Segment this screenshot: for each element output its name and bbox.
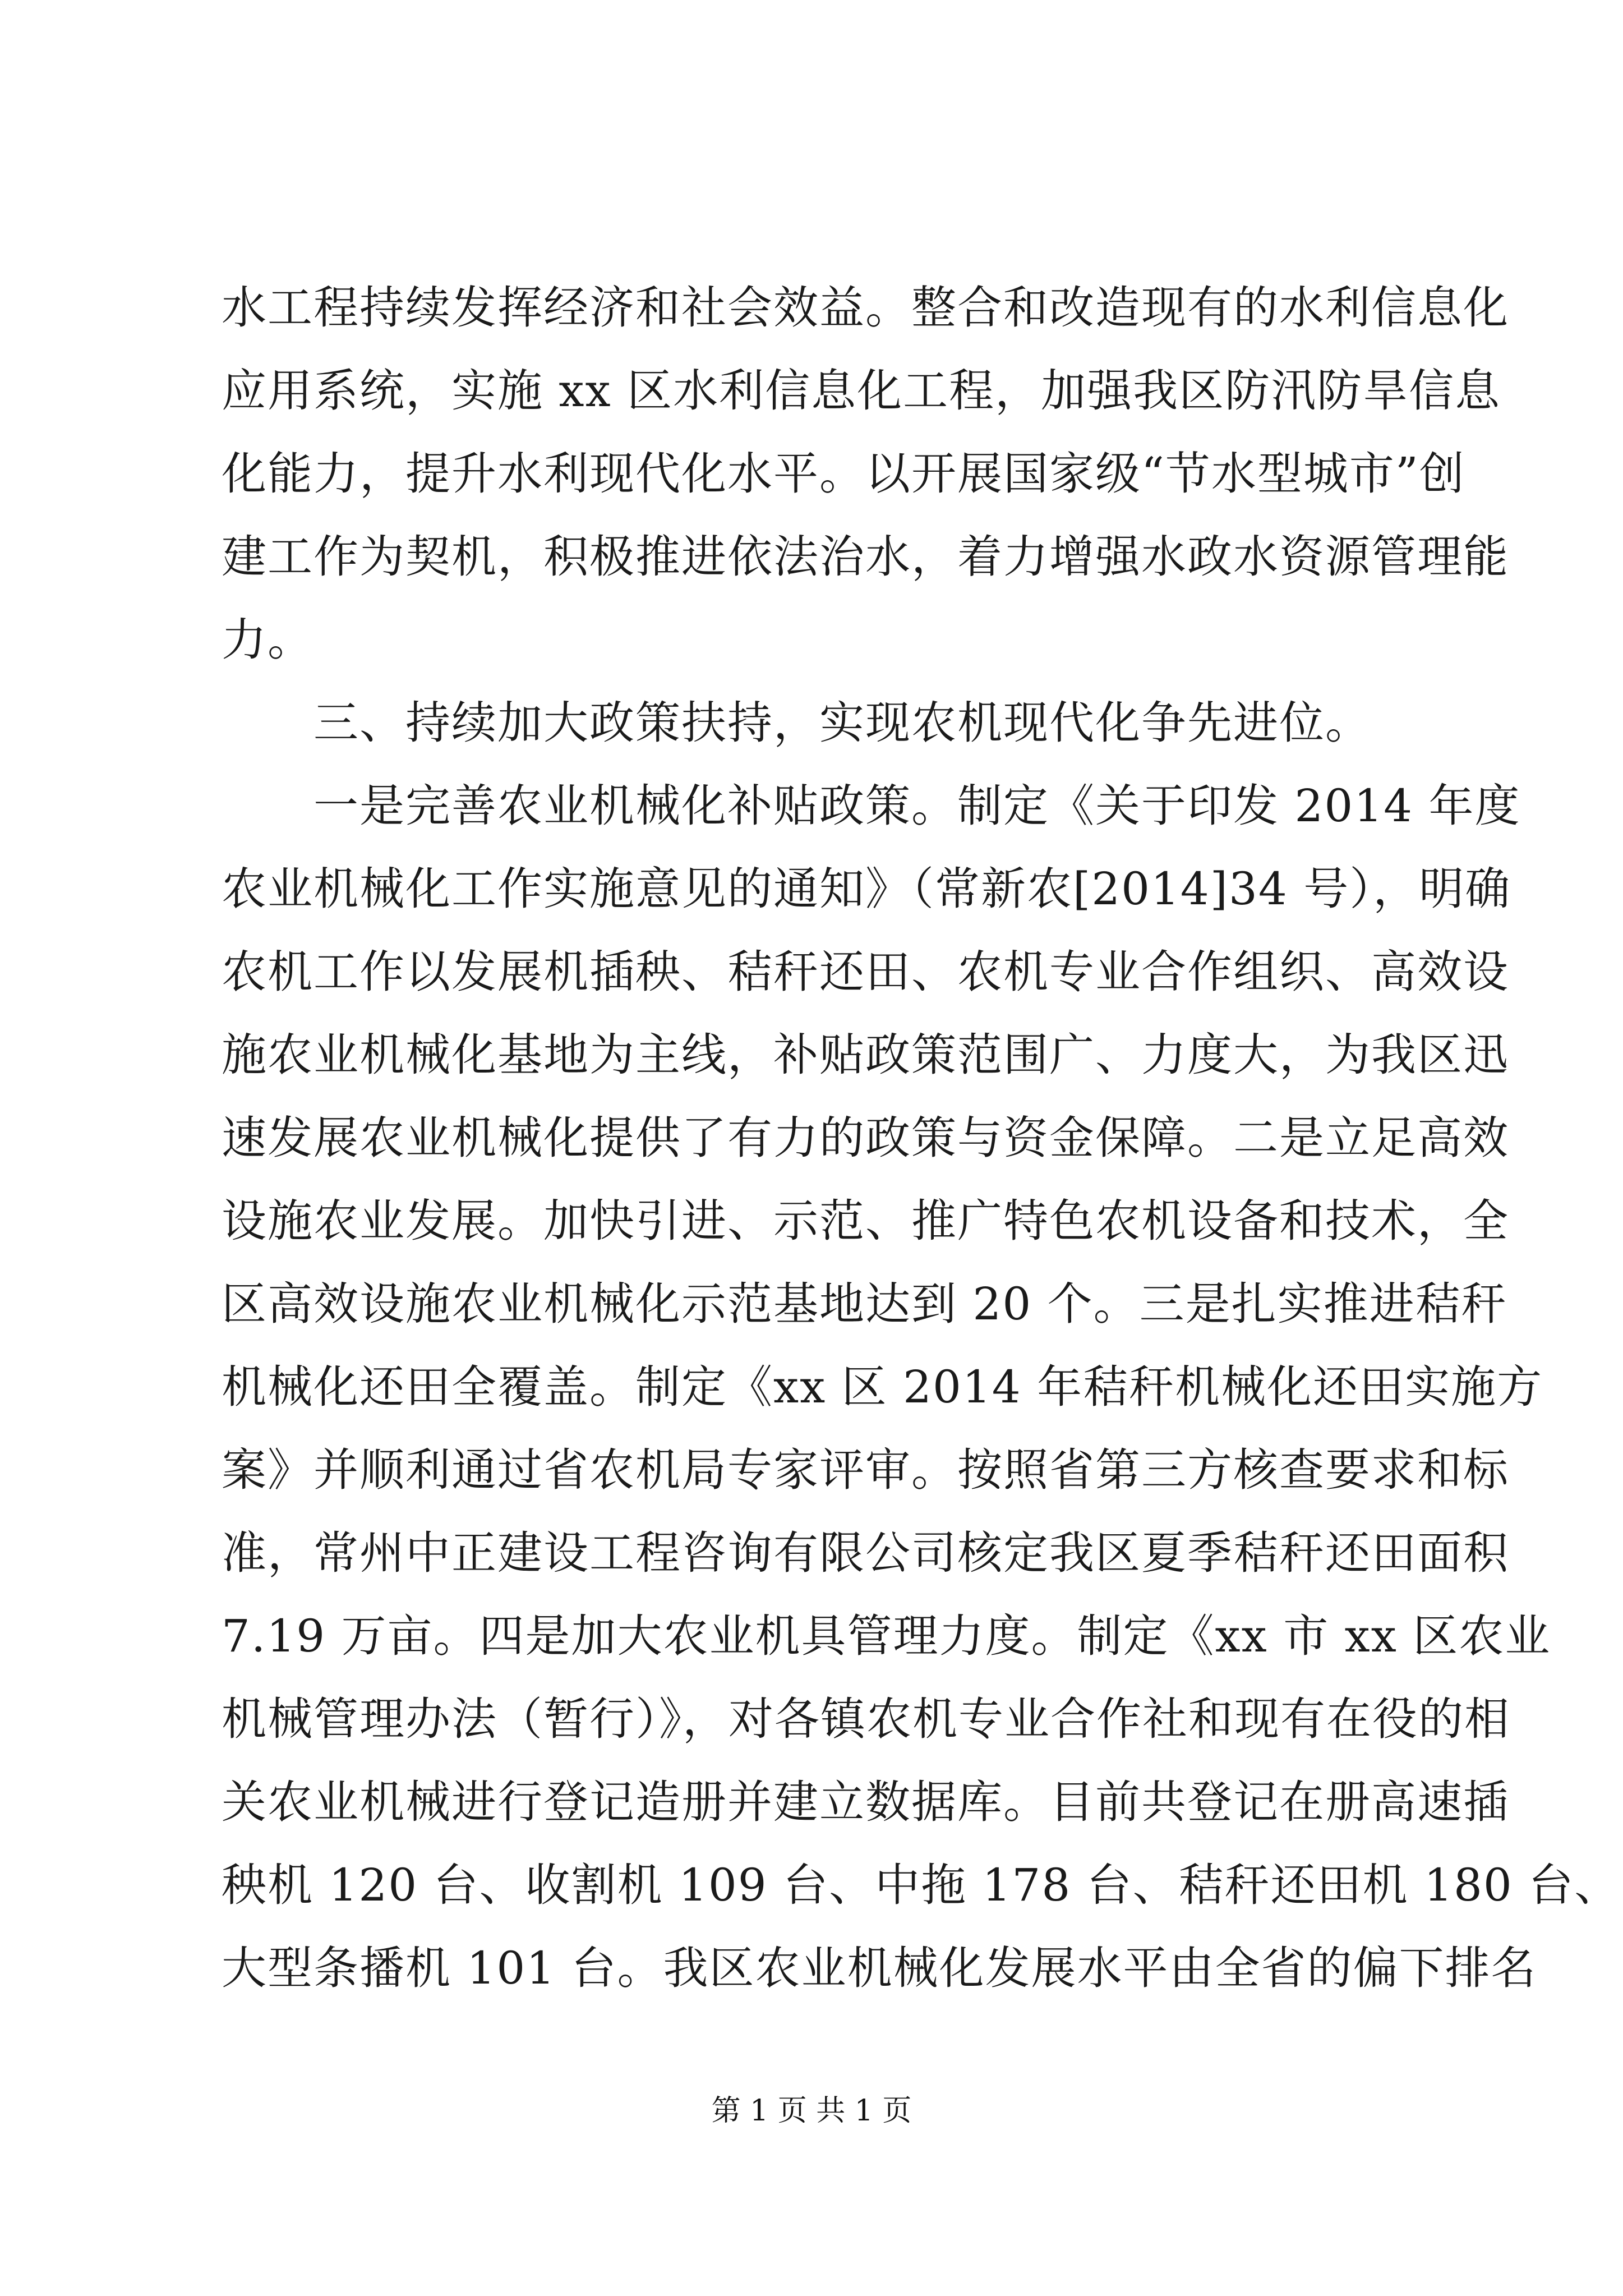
text-line: 区高效设施农业机械化示范基地达到 20 个。三是扎实推进秸秆	[222, 1278, 1507, 1330]
text-line: 案》并顺利通过省农机局专家评审。按照省第三方核查要求和标	[222, 1444, 1509, 1496]
text-line: 应用系统，实施 xx 区水利信息化工程，加强我区防汛防旱信息	[222, 365, 1501, 417]
body-text	[222, 266, 1621, 2010]
text-line: 设施农业发展。加快引进、示范、推广特色农机设备和技术，全	[222, 1195, 1509, 1247]
text-line: 化能力，提升水利现代化水平。以开展国家级“节水型城市”创	[222, 448, 1465, 500]
text-line: 7.19 万亩。四是加大农业机具管理力度。制定《xx 市 xx 区农业	[222, 1610, 1551, 1662]
text-line: 施农业机械化基地为主线，补贴政策范围广、力度大，为我区迅	[222, 1029, 1509, 1081]
text-line: 农机工作以发展机插秧、秸秆还田、农机专业合作组织、高效设	[222, 946, 1509, 998]
text-line: 机械化还田全覆盖。制定《xx 区 2014 年秸秆机械化还田实施方	[222, 1361, 1543, 1413]
text-line: 速发展农业机械化提供了有力的政策与资金保障。二是立足高效	[222, 1112, 1509, 1164]
text-line: 水工程持续发挥经济和社会效益。整合和改造现有的水利信息化	[222, 282, 1509, 334]
text-line: 建工作为契机，积极推进依法治水，着力增强水政水资源管理能	[222, 531, 1509, 583]
text-line: 一是完善农业机械化补贴政策。制定《关于印发 2014 年度	[222, 780, 1521, 832]
text-line: 农业机械化工作实施意见的通知》（常新农[2014]34 号），明确	[222, 863, 1511, 915]
section-heading: 三、持续加大政策扶持，实现农机现代化争先进位。	[222, 697, 1371, 749]
text-line: 大型条播机 101 台。我区农业机械化发展水平由全省的偏下排名	[222, 1942, 1537, 1994]
text-line: 关农业机械进行登记造册并建立数据库。目前共登记在册高速插	[222, 1776, 1509, 1828]
text-line: 秧机 120 台、收割机 109 台、中拖 178 台、秸秆还田机 180 台、	[222, 1859, 1621, 1911]
text-line: 力。	[222, 614, 313, 666]
page-footer: 第 1 页 共 1 页	[711, 2094, 912, 2128]
text-line: 准，常州中正建设工程咨询有限公司核定我区夏季秸秆还田面积	[222, 1527, 1509, 1579]
text-line: 机械管理办法（暂行）》，对各镇农机专业合作社和现有在役的相	[222, 1693, 1510, 1745]
